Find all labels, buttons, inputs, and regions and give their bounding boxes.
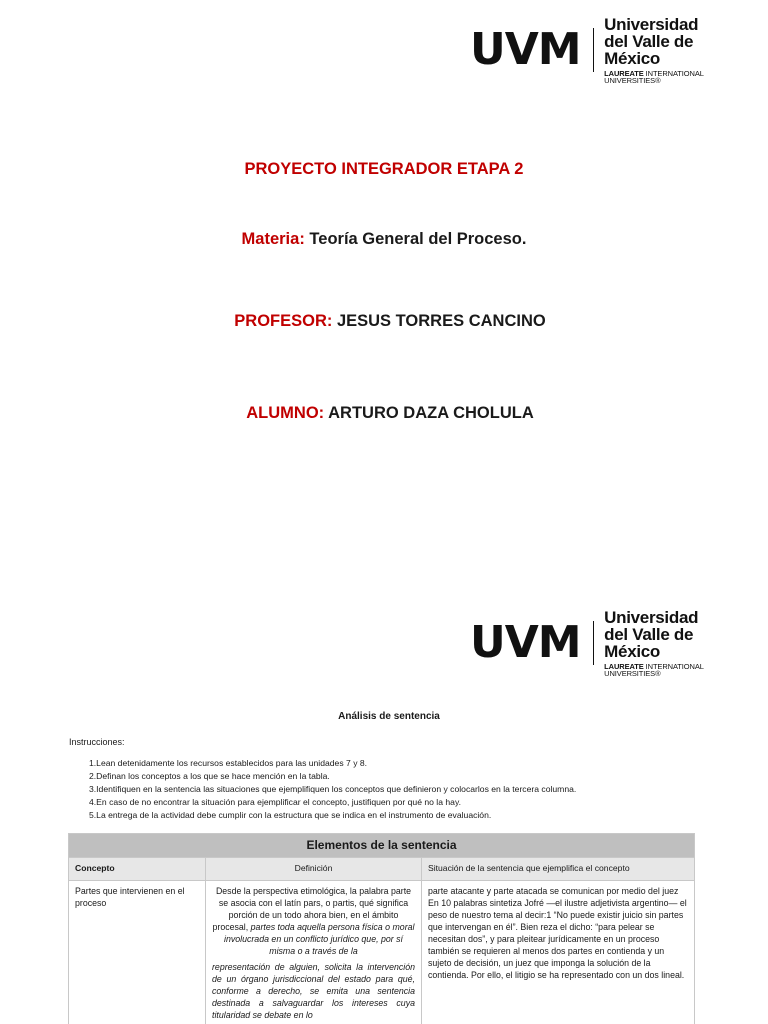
logo-subtitle [604, 70, 730, 85]
profesor-label: PROFESOR: [234, 312, 333, 330]
instruction-item: 5.La entrega de la actividad debe cumplir con la estructura que se indica en el instrumento de evaluación. [89, 810, 492, 820]
logo-subtitle [604, 663, 730, 678]
situation-paragraph: En 10 palabras sintetiza Jofré —el ilustre adjetivista argentino— el peso de nuestro tema al decir:1 “No puede existir juicio sin partes que intervengan en él”. Bien reza el dicho: “para pelear se necesitan dos”, y para pleitear jurídicamente en un proceso también se requieren al menos dos partes en contienda y un sujeto de decisión, un juez que imponga la solución de la contienda. Por ello, el litigio se ha representado con un dos lineal. [428, 898, 687, 980]
logo-wordmark [604, 609, 730, 678]
alumno-value: ARTURO DAZA CHOLULA [324, 404, 534, 422]
definition-italic-cont: representación de alguien, solicita la intervención de un órgano jurisdiccional del estado para qué, conforme a derecho, se emita una sentencia destinada a salvaguardar los intereses cuya titularidad se debate en lo [212, 962, 415, 1020]
definition-italic: partes toda aquella persona física o moral involucrada en un conflicto jurídico que, por sí misma o a través de la [224, 922, 415, 956]
definition-continued [212, 961, 415, 1021]
logo-name-line2: del Valle de México [604, 31, 694, 68]
profesor-value: JESUS TORRES CANCINO [332, 312, 546, 330]
cover-profesor [6, 312, 768, 331]
instruction-item: 2.Definan los conceptos a los que se hace mención en la tabla. [89, 771, 330, 781]
alumno-label: ALUMNO: [246, 404, 325, 422]
instructions-list [89, 757, 576, 822]
header-definicion: Definición [206, 858, 422, 881]
materia-value: Teoría General del Proceso. [304, 230, 527, 248]
logo-sub-rest: INTERNATIONAL UNIVERSITIES® [604, 68, 704, 85]
logo-sub-bold: LAUREATE [604, 68, 644, 78]
materia-label: Materia: [241, 230, 305, 248]
logo-sub-bold: LAUREATE [604, 661, 644, 671]
table-row [69, 881, 695, 1024]
cell-concepto: Partes que intervienen en el proceso [69, 881, 206, 1024]
header-concepto: Concepto [69, 858, 206, 881]
table-title: Elementos de la sentencia [69, 834, 695, 858]
logo-sub-rest: INTERNATIONAL UNIVERSITIES® [604, 661, 704, 678]
logo-mark: UVM [470, 24, 581, 75]
cover-alumno [6, 404, 768, 423]
cell-situacion [422, 881, 695, 1024]
sentence-elements-table [68, 833, 695, 1024]
logo-wordmark [604, 16, 730, 85]
logo-divider [593, 28, 595, 72]
uvm-logo-bottom [470, 607, 730, 678]
uvm-logo-top [470, 14, 730, 85]
instruction-item: 1.Lean detenidamente los recursos establecidos para las unidades 7 y 8. [89, 758, 368, 768]
doc-title: Análisis de sentencia [338, 711, 440, 722]
instruction-item: 4.En caso de no encontrar la situación para ejemplificar el concepto, justifiquen por qué no la hay. [89, 797, 461, 807]
definition-text: Desde la perspectiva etimológica, la palabra parte se asocia con el latín pars, o partis, qué significa porción de un todo ahora bien, en el ámbito procesal, [212, 886, 412, 932]
cell-definicion [206, 881, 422, 1024]
cover-title: PROYECTO INTEGRADOR ETAPA 2 [244, 160, 524, 178]
logo-mark: UVM [470, 617, 581, 668]
logo-name-line2: del Valle de México [604, 624, 694, 661]
logo-name-line1: Universidad [604, 607, 699, 627]
cover-materia [0, 230, 768, 249]
header-situacion: Situación de la sentencia que ejemplifica el concepto [422, 858, 695, 881]
logo-name-line1: Universidad [604, 14, 699, 34]
logo-divider [593, 621, 595, 665]
instructions-heading: Instrucciones: [69, 737, 125, 747]
instruction-item: 3.Identifiquen en la sentencia las situaciones que ejemplifiquen los conceptos que definieron y colocarlos en la tercera columna. [89, 784, 577, 794]
situation-paragraph: parte atacante y parte atacada se comunican por medio del juez [428, 886, 679, 896]
